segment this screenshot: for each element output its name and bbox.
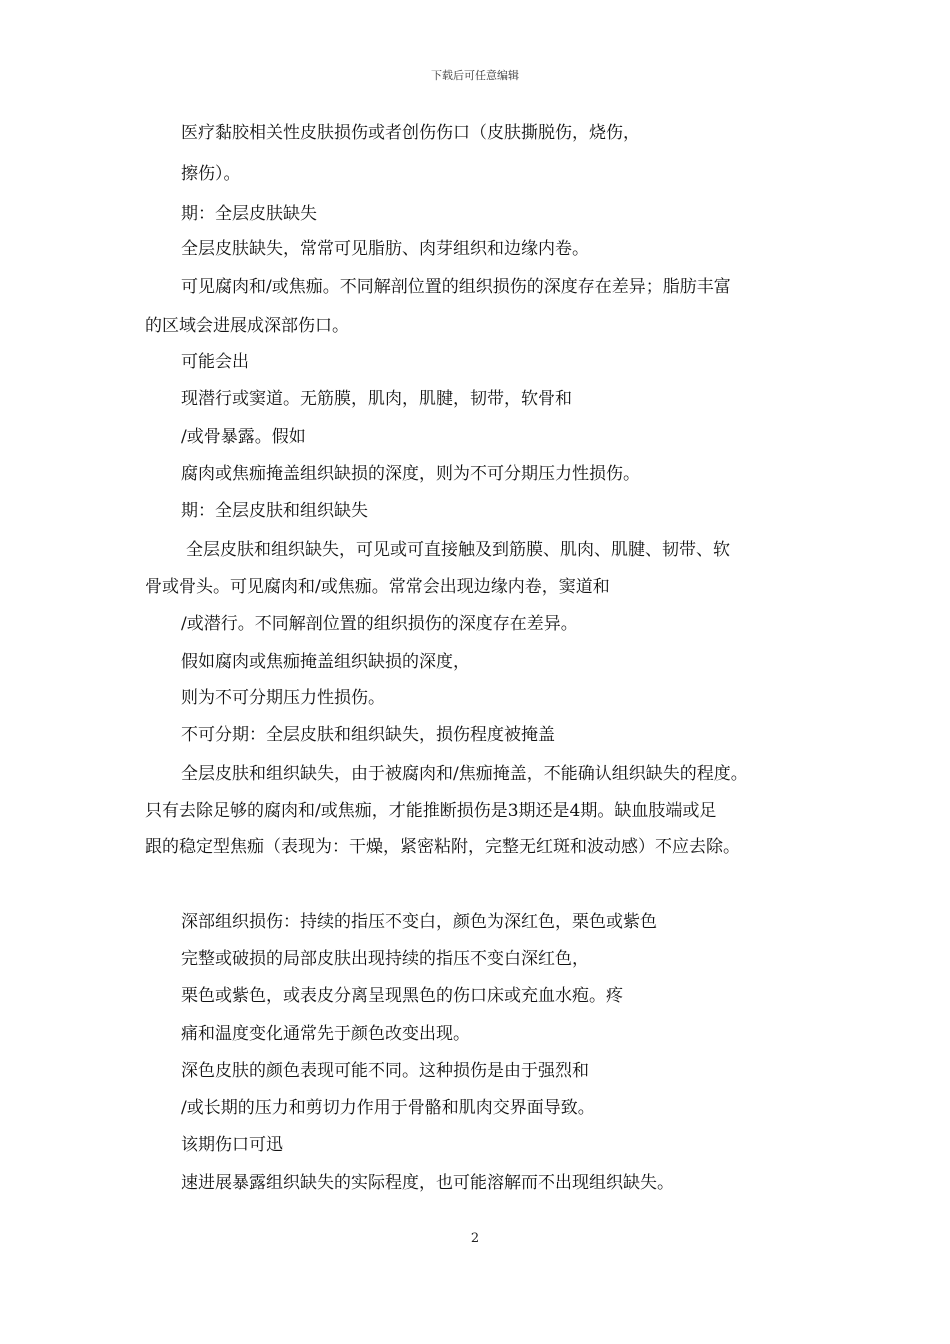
text-line: /或骨暴露。假如: [181, 427, 306, 447]
text-line: 栗色或紫色，或表皮分离呈现黑色的伤口床或充血水疱。疼: [181, 986, 623, 1006]
text-line: 期：全层皮肤和组织缺失: [181, 501, 368, 521]
text-line: 全层皮肤缺失，常常可见脂肪、肉芽组织和边缘内卷。: [181, 239, 589, 259]
page-header: 下载后可任意编辑: [431, 69, 519, 82]
text-line: 全层皮肤和组织缺失，可见或可直接触及到筋膜、肌肉、肌腱、韧带、软: [186, 540, 730, 560]
text-line: 骨或骨头。可见腐肉和/或焦痂。常常会出现边缘内卷，窦道和: [145, 577, 610, 597]
text-line: 的区域会进展成深部伤口。: [145, 316, 349, 336]
page-number: 2: [470, 1231, 480, 1246]
text-line: 可见腐肉和/或焦痂。不同解剖位置的组织损伤的深度存在差异；脂肪丰富: [181, 277, 731, 297]
text-line: 期：全层皮肤缺失: [181, 204, 317, 224]
text-line: 痛和温度变化通常先于颜色改变出现。: [181, 1024, 470, 1044]
text-line: /或潜行。不同解剖位置的组织损伤的深度存在差异。: [181, 614, 578, 634]
text-line: 医疗黏胶相关性皮肤损伤或者创伤伤口（皮肤撕脱伤，烧伤，: [181, 123, 640, 143]
text-line: 可能会出: [181, 352, 249, 372]
text-line: 跟的稳定型焦痂（表现为：干燥，紧密粘附，完整无红斑和波动感）不应去除。: [145, 837, 740, 857]
text-line: 则为不可分期压力性损伤。: [181, 688, 385, 708]
text-line: 深色皮肤的颜色表现可能不同。这种损伤是由于强烈和: [181, 1061, 589, 1081]
text-line: 腐肉或焦痂掩盖组织缺损的深度，则为不可分期压力性损伤。: [181, 464, 640, 484]
text-line: /或长期的压力和剪切力作用于骨骼和肌肉交界面导致。: [181, 1098, 595, 1118]
text-line: 完整或破损的局部皮肤出现持续的指压不变白深红色，: [181, 949, 589, 969]
text-line: 全层皮肤和组织缺失，由于被腐肉和/焦痂掩盖，不能确认组织缺失的程度。: [181, 764, 748, 784]
text-line: 该期伤口可迅: [181, 1135, 283, 1155]
text-line: 假如腐肉或焦痂掩盖组织缺损的深度，: [181, 652, 470, 672]
text-line: 速进展暴露组织缺失的实际程度，也可能溶解而不出现组织缺失。: [181, 1173, 674, 1193]
text-line: 不可分期：全层皮肤和组织缺失，损伤程度被掩盖: [181, 725, 555, 745]
text-line: 只有去除足够的腐肉和/或焦痂，才能推断损伤是3期还是4期。缺血肢端或足: [145, 801, 717, 821]
text-line: 擦伤）。: [181, 164, 241, 184]
text-line: 深部组织损伤：持续的指压不变白，颜色为深红色，栗色或紫色: [181, 912, 657, 932]
text-line: 现潜行或窦道。无筋膜，肌肉，肌腱，韧带，软骨和: [181, 389, 572, 409]
